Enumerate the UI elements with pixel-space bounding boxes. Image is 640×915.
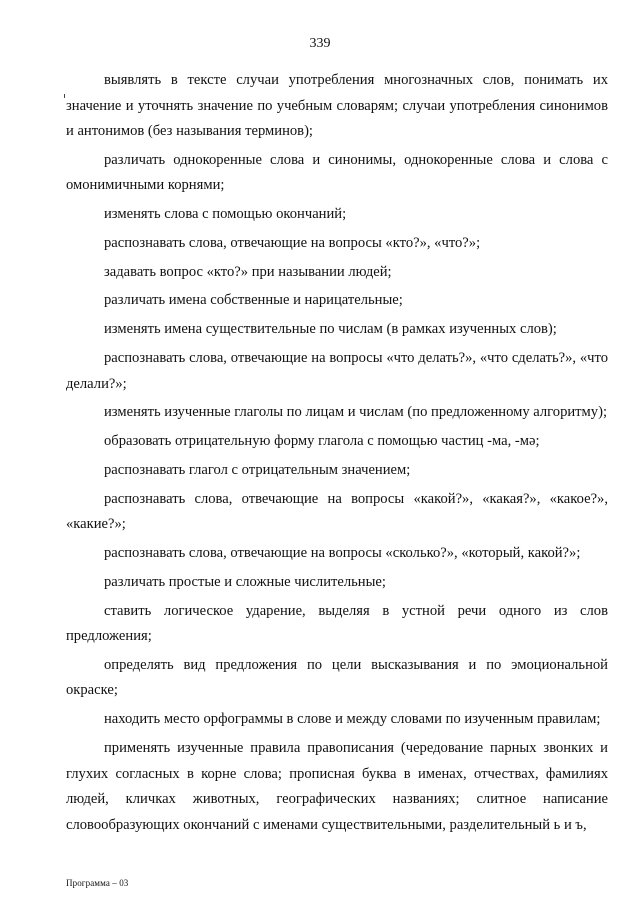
scan-speck (64, 94, 65, 98)
paragraph: распознавать слова, отвечающие на вопросы «кто?», «что?»; (104, 234, 481, 251)
page-number: 339 (309, 36, 331, 51)
paragraph: распознавать глагол с отрицательным значением; (104, 461, 411, 478)
paragraph: задавать вопрос «кто?» при назывании людей; (104, 263, 392, 280)
paragraph: изменять слова с помощью окончаний; (104, 206, 347, 223)
paragraph: различать имена собственные и нарицательные; (104, 292, 403, 309)
paragraph: распознавать слова, отвечающие на вопросы «что делать?», «что сделать?», «что делали?»; (66, 350, 608, 392)
body-text (66, 68, 608, 841)
paragraph: ставить логическое ударение, выделяя в устной речи одного из слов предложения; (66, 602, 608, 645)
footer-program-label: Программа – 03 (66, 878, 129, 888)
paragraph: распознавать слова, отвечающие на вопросы «сколько?», «который, какой?»; (104, 545, 581, 562)
paragraph: различать однокоренные слова и синонимы, однокоренные слова и слова с омонимичными корнями; (66, 151, 608, 194)
paragraph: определять вид предложения по цели высказывания и по эмоциональной окраске; (66, 656, 608, 699)
paragraph: применять изученные правила правописания (чередование парных звонких и глухих согласных в корне слова; прописная буква в именах, отчествах, фамилиях людей, кличках животных, географических названиях; слитное написание словообразующих окончаний с именами существительными, разделительный ь и ъ, (66, 740, 608, 833)
paragraph: распознавать слова, отвечающие на вопросы «какой?», «какая?», «какое?», «какие?»; (66, 490, 608, 533)
paragraph: изменять изученные глаголы по лицам и числам (по предложенному алгоритму); (104, 404, 608, 421)
paragraph: выявлять в тексте случаи употребления многозначных слов, понимать их значение и уточнять значение по учебным словарям; случаи употребления синонимов и антонимов (без называния терминов); (66, 72, 608, 139)
paragraph: образовать отрицательную форму глагола с помощью частиц -ма, -мә; (104, 433, 540, 450)
paragraph: находить место орфограммы в слове и между словами по изученным правилам; (104, 711, 601, 728)
paragraph: изменять имена существительные по числам (в рамках изученных слов); (104, 321, 557, 338)
paragraph: различать простые и сложные числительные; (104, 573, 386, 590)
